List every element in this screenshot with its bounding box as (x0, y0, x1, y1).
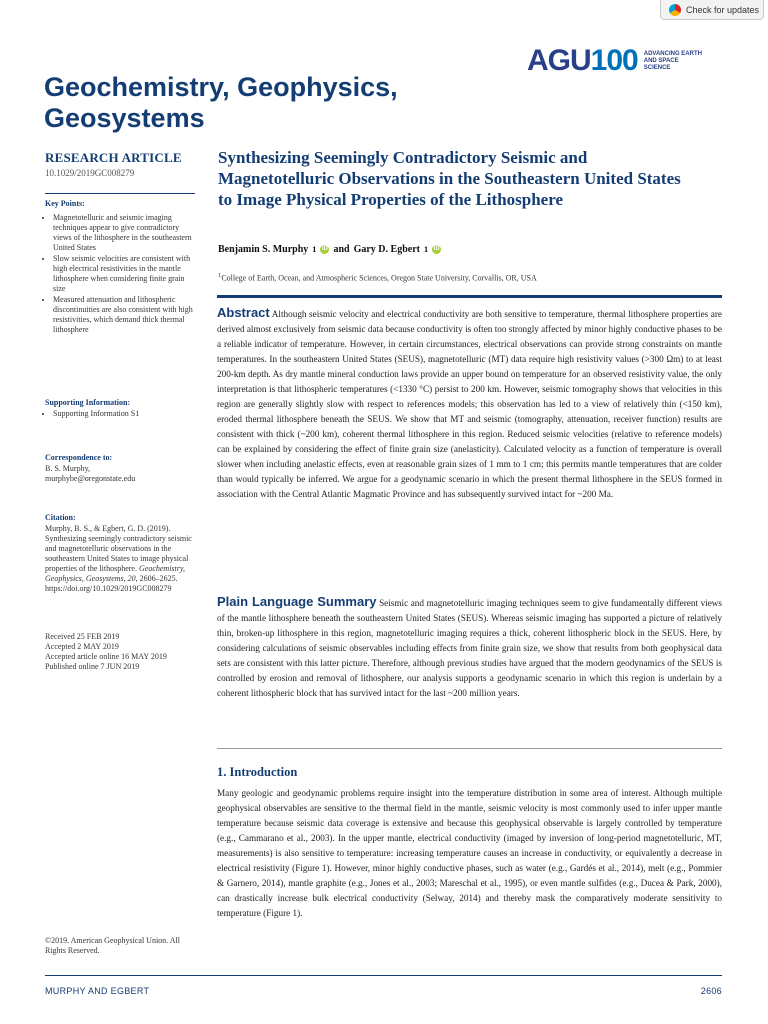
key-points (45, 199, 195, 336)
author-conjunction: and (333, 244, 350, 255)
date-accepted-online: Accepted article online 16 MAY 2019 (45, 652, 167, 661)
plain-language-summary (217, 594, 722, 701)
citation-heading: Citation: (45, 513, 76, 522)
article-title: Synthesizing Seemingly Contradictory Seismic and Magnetotelluric Observations in the Southeastern United States to Image Physical Properties of the Lithosphere (218, 148, 681, 209)
affiliation (218, 272, 537, 283)
journal-title: Geochemistry, Geophysics, Geosystems (44, 72, 398, 133)
correspondence-name: B. S. Murphy, (45, 464, 91, 473)
page-number: 2606 (700, 986, 722, 996)
summary-text: Seismic and magnetotelluric imaging techniques seem to give fundamentally different views of the mantle lithosphere beneath the southeastern United States (SEUS). Whereas seismic imaging has supported a picture of relatively thin, broken-up lithosphere in this region, magnetotelluric imaging requires a thick, coherent lithospheric block in the SEUS. Here, by considering calculations of seismic observables including effects from finite grain size, we show that results from both geophysical data sets are consistent with this latter picture. Therefore, although previous studies have argued that the modern geodynamics of the SEUS is controlled by erosion and removal of lithosphere, our analysis supports a geodynamic scenario in which this region is underlain by a coherent lithospheric block that has survived intact for the last ~200 million years. (217, 598, 722, 698)
key-point: • Slow seismic velocities are consistent with high electrical resistivities in the mantle lithosphere when considering finite grain size (53, 254, 195, 294)
citation-doi-link[interactable]: 2606–2625. https://doi.org/10.1029/2019GC008279 (45, 574, 178, 593)
key-point: • Measured attenuation and lithospheric discontinuities are also consistent with high resistivities, which demand thick thermal lithosphere (53, 295, 195, 335)
article-type: RESEARCH ARTICLE (45, 150, 182, 165)
agu-logo-mark: AGU100 (527, 44, 638, 77)
author-affil-sup: 1 (312, 245, 317, 254)
citation (45, 513, 195, 594)
support-heading: Supporting Information: (45, 398, 131, 407)
summary-heading: Plain Language Summary (217, 594, 377, 609)
copyright-notice: ©2019. American Geophysical Union. All Rights Reserved. (45, 936, 180, 955)
orcid-icon[interactable]: iD (321, 246, 328, 252)
key-point: • Magnetotelluric and seismic imaging techniques appear to give contradictory views of the lithosphere in the southeastern United States (53, 213, 195, 253)
article-doi[interactable]: 10.1029/2019GC008279 (45, 168, 135, 178)
abstract-text: Although seismic velocity and electrical conductivity are both sensitive to temperature, thermal lithosphere properties are derived almost exclusively from seismic data because conductivity is often too strongly affected by minor highly conductive phases to be a reliable indicator of temperature. However, in certain circumstances, electrical observations can provide strong constraints on mantle temperatures. In the southeastern United States (SEUS), magnetotelluric (MT) data require high resistivity values (>300 Ωm) to at least 200-km depth. As dry mantle mineral conduction laws provide an upper bound on temperature for an observed resistivity value, the only interpretation is that lithospheric temperatures (<1330 °C) persist to 200 km. However, seismic tomography shows that velocities in this region are generally slightly slow with respect to references models; this observation has led to a view of relatively thin (<150 km), eroded thermal lithosphere beneath the SEUS. We show that MT and seismic (tomography, attenuation, receiver function) results are consistent with thick (~200 km), coherent thermal lithosphere in this region. Reduced seismic velocities (relative to reference models) can be explained by considering the effect of finite grain size (anelasticity). Calculated velocity as a function of temperature is overall slower when including anelastic effects, even at reasonable grain sizes of 1 mm to 1 cm; this permits mantle temperatures that are colder than would typically be inferred. We argue for a geodynamic scenario in which the present thermal lithosphere in the SEUS formed in association with the Central Atlantic Magmatic Province and has subsequently survived intact for ~200 Ma. (217, 309, 722, 499)
check-for-updates-label: Check for updates (686, 4, 760, 15)
section-heading: 1. Introduction (217, 765, 298, 779)
agu-logo-tagline: ADVANCING EARTH AND SPACE SCIENCE (643, 50, 702, 71)
introduction-text: Many geologic and geodynamic problems require insight into the temperature distribution in some area of interest. Although multiple geophysical observables are sensitive to the thermal field in the mantle, seismic velocity is most commonly used to infer upper mantle temperature because seismic data coverage is extensive and because this geophysical observable is largely controlled by temperature (e.g., Cammarano et al., 2003). In the upper mantle, electrical conductivity (imaged by inversion of long-period magnetotelluric, MT, measurements) is also sensitive to temperature: increasing temperature causes an increase in conductivity, or equivalently a decrease in electrical resistivity (Figure 1). However, minor highly conductive phases, such as water (e.g., Gardés et al., 2014), melt (e.g., Pommier & Garnero, 2014), mantle graphite (e.g., Jones et al., 2003; Mareschal et al., 1995), or even mantle sulfides (e.g., Ducea & Park, 2000), can drastically increase bulk electrical conductivity (Selway, 2014) and thereby mask the comparatively moderate sensitivity to temperature (Figure 1). (217, 788, 722, 918)
author-name[interactable]: Gary D. Egbert (353, 244, 420, 255)
check-for-updates-button[interactable] (660, 0, 764, 20)
correspondence (45, 453, 195, 484)
author-affil-sup: 1 (423, 245, 429, 254)
affiliation-text: College of Earth, Ocean, and Atmospheric Sciences, Oregon State University, Corvallis, OR, USA (221, 273, 537, 283)
abstract (217, 305, 722, 502)
author-list (218, 244, 441, 255)
correspondence-heading: Correspondence to: (45, 453, 113, 462)
citation-journal: Geochemistry, Geophysics, Geosystems, 20, (45, 564, 185, 583)
orcid-icon[interactable]: iD (433, 246, 440, 252)
date-received: Received 25 FEB 2019 (45, 632, 120, 641)
footer-divider (45, 975, 722, 976)
crossmark-icon (669, 4, 681, 16)
correspondence-email-link[interactable]: murphybe@oregonstate.edu (45, 474, 136, 483)
article-dates (45, 632, 195, 672)
date-published: Published online 7 JUN 2019 (45, 662, 140, 671)
key-points-heading: Key Points: (45, 199, 85, 208)
support-item-link[interactable]: • Supporting Information S1 (53, 409, 195, 419)
sidebar-divider (45, 193, 195, 194)
title-divider (217, 295, 722, 298)
abstract-heading: Abstract (217, 305, 270, 320)
supporting-information (45, 398, 195, 420)
agu-logo (527, 46, 704, 76)
author-name[interactable]: Benjamin S. Murphy (218, 244, 309, 255)
footer-authors: MURPHY AND EGBERT (45, 986, 150, 996)
citation-text: Murphy, B. S., & Egbert, G. D. (2019). Synthesizing seemingly contradictory seismic and magnetotelluric observations in the southeastern United States to image physical properties of the lithosphere. (45, 524, 192, 573)
date-accepted: Accepted 2 MAY 2019 (45, 642, 119, 651)
section-divider (217, 748, 722, 749)
affiliation-sup: 1 (218, 272, 222, 279)
